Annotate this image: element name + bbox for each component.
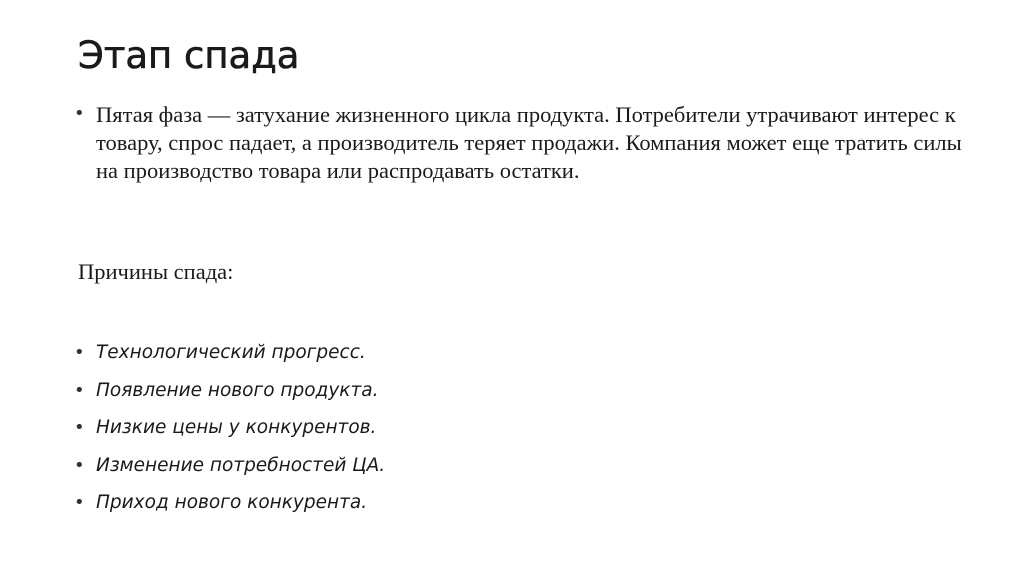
reason-text: Приход нового конкурента. — [96, 492, 368, 514]
list-item — [74, 484, 385, 522]
reason-text: Появление нового продукта. — [96, 379, 379, 401]
lead-paragraph: Пятая фаза — затухание жизненного цикла продукта. Потребители утрачивают интерес к товару, спрос падает, а производитель теряет продажи. Компания может еще тратить силы на производство товара или распродавать остатки. — [96, 102, 962, 183]
bullet-icon: • — [74, 417, 85, 439]
reason-text: Технологический прогресс. — [96, 342, 366, 364]
bullet-icon: • — [74, 342, 85, 364]
bullet-icon: • — [74, 454, 85, 476]
bullet-icon: • — [74, 492, 85, 514]
list-item — [74, 372, 385, 410]
reason-text: Низкие цены у конкурентов. — [96, 417, 377, 439]
reasons-list — [74, 334, 385, 522]
reason-text: Изменение потребностей ЦА. — [96, 454, 386, 476]
list-item — [74, 334, 385, 372]
reasons-heading: Причины спада: — [78, 259, 234, 284]
list-item — [74, 447, 385, 485]
bullet-icon: • — [74, 103, 85, 124]
slide-title: Этап спада — [78, 34, 300, 77]
list-item — [74, 409, 385, 447]
bullet-icon: • — [74, 379, 85, 401]
